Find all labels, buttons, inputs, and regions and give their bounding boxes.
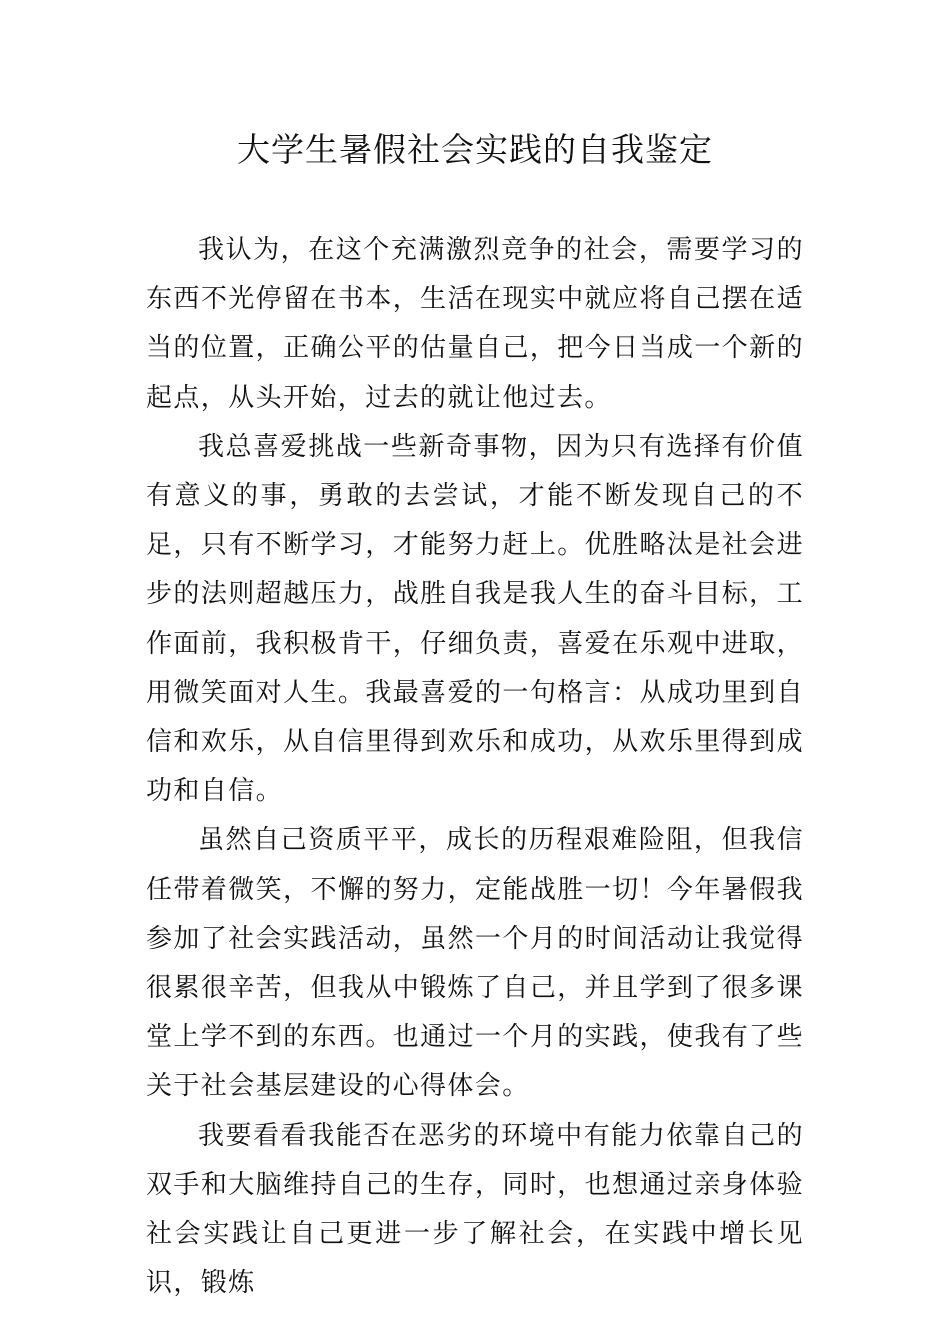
paragraph-3: 虽然自己资质平平，成长的历程艰难险阻，但我信任带着微笑，不懈的努力，定能战胜一切！今年暑假我参加了社会实践活动，虽然一个月的时间活动让我觉得很累很辛苦，但我从中锻炼了自己，并且学到了很多课堂上学不到的东西。也通过一个月的实践，使我有了些关于社会基层建设的心得体会。 xyxy=(146,825,804,1102)
document-body xyxy=(146,226,804,1308)
paragraph-2: 我总喜爱挑战一些新奇事物，因为只有选择有价值有意义的事，勇敢的去尝试，才能不断发现自己的不足，只有不断学习，才能努力赶上。优胜略汰是社会进步的法则超越压力，战胜自我是我人生的奋斗目标，工作面前，我积极肯干，仔细负责，喜爱在乐观中进取，用微笑面对人生。我最喜爱的一句格言：从成功里到自信和欢乐，从自信里得到欢乐和成功，从欢乐里得到成功和自信。 xyxy=(146,431,804,807)
document-title: 大学生暑假社会实践的自我鉴定 xyxy=(237,130,713,169)
paragraph-1: 我认为，在这个充满激烈竞争的社会，需要学习的东西不光停留在书本，生活在现实中就应将自己摆在适当的位置，正确公平的估量自己，把今日当成一个新的起点，从头开始，过去的就让他过去。 xyxy=(146,235,804,413)
paragraph-4: 我要看看我能否在恶劣的环境中有能力依靠自己的双手和大脑维持自己的生存，同时，也想通过亲身体验社会实践让自己更进一步了解社会，在实践中增长见识，锻炼 xyxy=(146,1120,804,1299)
